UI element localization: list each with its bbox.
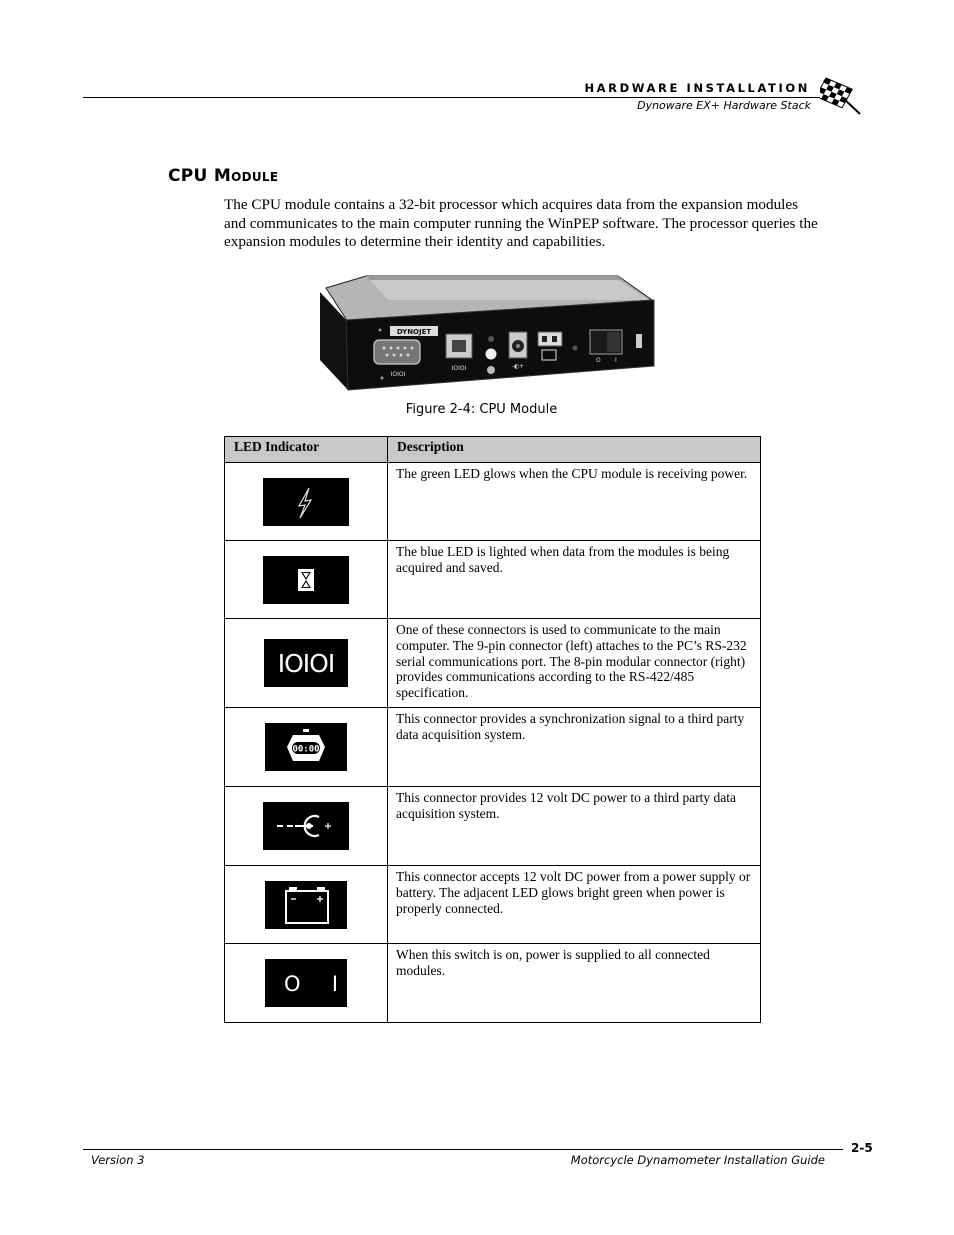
cpu-module-image <box>318 270 658 394</box>
svg-text:IOIOI: IOIOI <box>277 649 335 678</box>
table-row <box>225 787 761 866</box>
battery-icon <box>265 881 347 929</box>
table-header-row <box>225 437 761 463</box>
running-header-subsection: Dynoware EX+ Hardware Stack <box>637 99 811 112</box>
stopwatch-icon <box>265 723 347 771</box>
footer-document-title: Motorcycle Dynamometer Installation Guide <box>570 1153 825 1167</box>
svg-text:I: I <box>331 972 339 996</box>
header-rule <box>83 97 820 98</box>
figure-switch-off: O <box>596 357 601 364</box>
table-row <box>225 541 761 619</box>
hourglass-icon <box>263 556 349 604</box>
description-cell: This connector provides a synchronization signal to a third party data acquisition system. <box>388 708 761 787</box>
led-indicator-table <box>224 436 761 1023</box>
indicator-cell <box>225 944 388 1023</box>
lightning-icon <box>263 478 349 526</box>
page-number: 2-5 <box>851 1141 873 1155</box>
indicator-cell <box>225 619 388 708</box>
svg-text:-◐+: -◐+ <box>511 363 525 370</box>
figure-caption: Figure 2-4: CPU Module <box>405 402 558 417</box>
indicator-cell <box>225 541 388 619</box>
description-cell: This connector provides 12 volt DC power to a third party data acquisition system. <box>388 787 761 866</box>
serial-io-icon <box>264 639 348 687</box>
indicator-cell <box>225 463 388 541</box>
column-header-indicator: LED Indicator <box>225 437 388 463</box>
description-cell: This connector accepts 12 volt DC power from a power supply or battery. The adjacent LED glows bright green when power is properly connected. <box>388 866 761 944</box>
footer-rule <box>83 1149 843 1150</box>
table-row <box>225 944 761 1023</box>
column-header-description: Description <box>388 437 761 463</box>
checkered-flag-icon <box>820 76 866 116</box>
table-row <box>225 463 761 541</box>
indicator-cell <box>225 866 388 944</box>
figure-logo-text: DYNOJET <box>396 328 432 336</box>
power-switch-icon <box>265 959 347 1007</box>
figure-serial-label-right: IOIOI <box>451 365 467 372</box>
description-cell: When this switch is on, power is supplied to all connected modules. <box>388 944 761 1023</box>
indicator-cell <box>225 708 388 787</box>
intro-paragraph: The CPU module contains a 32-bit processor which acquires data from the expansion modules and communicates to the main computer running the WinPEP software. The processor queries the expansion modules to determine their identity and capabilities. <box>224 196 818 251</box>
figure-switch-on: I <box>615 357 617 364</box>
table-row <box>225 619 761 708</box>
footer-version: Version 3 <box>91 1153 145 1167</box>
figure-serial-label-left: IOIOI <box>390 371 406 378</box>
description-cell: The blue LED is lighted when data from the modules is being acquired and saved. <box>388 541 761 619</box>
svg-text:O: O <box>284 972 301 996</box>
running-header-section: HARDWARE INSTALLATION <box>584 81 810 95</box>
indicator-cell <box>225 787 388 866</box>
description-cell: The green LED glows when the CPU module is receiving power. <box>388 463 761 541</box>
svg-text:00:00: 00:00 <box>292 744 320 755</box>
section-title: CPU Module <box>168 166 279 186</box>
table-row <box>225 708 761 787</box>
description-cell: One of these connectors is used to communicate to the main computer. The 9-pin connector (left) attaches to the PC’s RS-232 serial communications port. The 8-pin modular connector (right) provides communications according to the RS-422/485 specification. <box>388 619 761 708</box>
dc-plug-icon <box>263 802 349 850</box>
table-row <box>225 866 761 944</box>
